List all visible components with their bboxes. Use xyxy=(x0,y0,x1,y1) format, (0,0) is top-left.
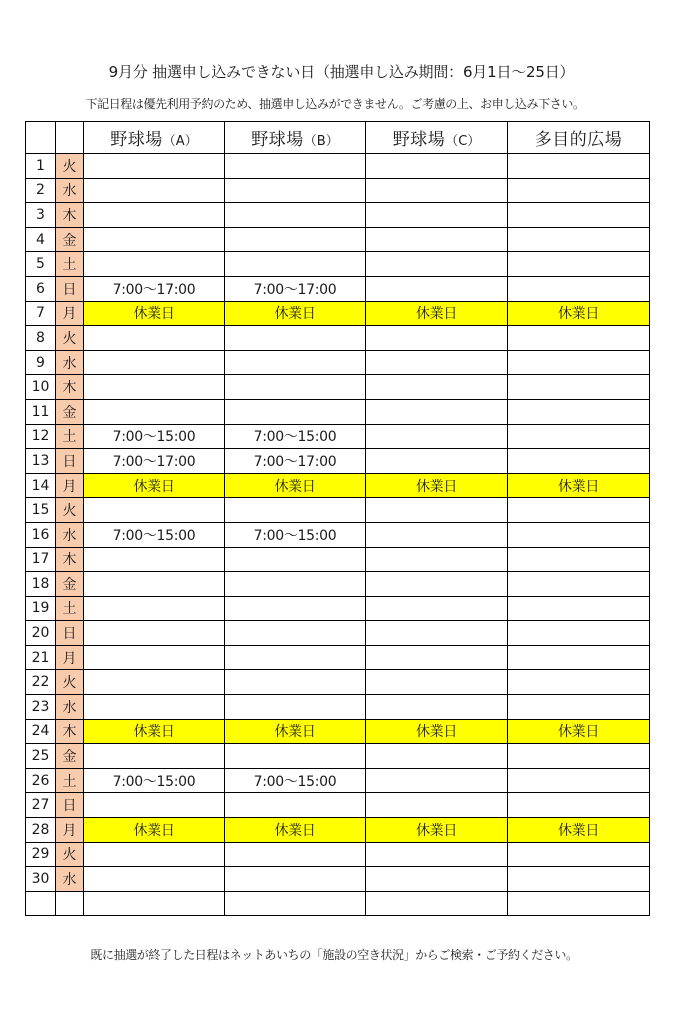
cell-multipurpose-field xyxy=(508,695,650,720)
cell-baseball-b xyxy=(225,227,366,252)
cell-baseball-a xyxy=(84,154,225,179)
day-number: 19 xyxy=(26,596,56,621)
cell-baseball-a xyxy=(84,227,225,252)
cell-baseball-c xyxy=(366,744,508,769)
cell-baseball-c xyxy=(366,203,508,228)
cell-multipurpose-field xyxy=(508,744,650,769)
cell-baseball-a: 7:00～15:00 xyxy=(84,522,225,547)
day-number: 24 xyxy=(26,719,56,744)
weekday xyxy=(56,891,84,916)
cell-baseball-c xyxy=(366,793,508,818)
weekday: 水 xyxy=(56,695,84,720)
cell-baseball-a: 7:00～17:00 xyxy=(84,449,225,474)
day-number: 12 xyxy=(26,424,56,449)
cell-baseball-c: 休業日 xyxy=(366,473,508,498)
cell-baseball-c xyxy=(366,154,508,179)
day-number: 10 xyxy=(26,375,56,400)
cell-baseball-a xyxy=(84,375,225,400)
day-number: 6 xyxy=(26,276,56,301)
day-number: 18 xyxy=(26,572,56,597)
table-row xyxy=(26,326,650,351)
cell-baseball-a xyxy=(84,891,225,916)
weekday: 木 xyxy=(56,375,84,400)
cell-multipurpose-field xyxy=(508,424,650,449)
weekday: 火 xyxy=(56,842,84,867)
table-row xyxy=(26,154,650,179)
cell-baseball-a xyxy=(84,621,225,646)
table-row xyxy=(26,842,650,867)
cell-baseball-a: 7:00～15:00 xyxy=(84,424,225,449)
table-row xyxy=(26,621,650,646)
cell-baseball-c: 休業日 xyxy=(366,818,508,843)
weekday: 日 xyxy=(56,276,84,301)
cell-baseball-b: 7:00～15:00 xyxy=(225,424,366,449)
cell-baseball-c xyxy=(366,547,508,572)
weekday: 月 xyxy=(56,645,84,670)
cell-baseball-c xyxy=(366,670,508,695)
schedule-body xyxy=(26,154,650,916)
table-row xyxy=(26,301,650,326)
day-number: 26 xyxy=(26,768,56,793)
header-multipurpose-field: 多目的広場 xyxy=(508,122,650,154)
weekday: 火 xyxy=(56,326,84,351)
day-number: 1 xyxy=(26,154,56,179)
cell-baseball-b: 休業日 xyxy=(225,818,366,843)
cell-multipurpose-field xyxy=(508,522,650,547)
cell-baseball-a xyxy=(84,645,225,670)
cell-multipurpose-field: 休業日 xyxy=(508,473,650,498)
cell-baseball-c xyxy=(366,227,508,252)
weekday: 月 xyxy=(56,301,84,326)
cell-baseball-b: 休業日 xyxy=(225,719,366,744)
header-weekday xyxy=(56,122,84,154)
cell-baseball-c xyxy=(366,326,508,351)
cell-baseball-b xyxy=(225,547,366,572)
cell-multipurpose-field xyxy=(508,449,650,474)
cell-multipurpose-field: 休業日 xyxy=(508,719,650,744)
day-number: 13 xyxy=(26,449,56,474)
cell-baseball-c xyxy=(366,645,508,670)
cell-multipurpose-field xyxy=(508,891,650,916)
table-row xyxy=(26,818,650,843)
cell-multipurpose-field: 休業日 xyxy=(508,301,650,326)
table-row xyxy=(26,645,650,670)
cell-baseball-c xyxy=(366,399,508,424)
weekday: 月 xyxy=(56,473,84,498)
day-number: 2 xyxy=(26,178,56,203)
cell-baseball-c xyxy=(366,178,508,203)
cell-baseball-b xyxy=(225,326,366,351)
table-row xyxy=(26,572,650,597)
table-row xyxy=(26,891,650,916)
table-row xyxy=(26,227,650,252)
day-number: 14 xyxy=(26,473,56,498)
cell-baseball-b: 休業日 xyxy=(225,473,366,498)
day-number: 20 xyxy=(26,621,56,646)
weekday: 水 xyxy=(56,350,84,375)
table-row xyxy=(26,203,650,228)
day-number: 23 xyxy=(26,695,56,720)
table-row xyxy=(26,596,650,621)
cell-baseball-b xyxy=(225,867,366,892)
weekday: 火 xyxy=(56,154,84,179)
cell-multipurpose-field xyxy=(508,842,650,867)
day-number: 17 xyxy=(26,547,56,572)
cell-baseball-c xyxy=(366,449,508,474)
day-number: 15 xyxy=(26,498,56,523)
cell-baseball-a xyxy=(84,399,225,424)
day-number: 27 xyxy=(26,793,56,818)
cell-baseball-a: 7:00～17:00 xyxy=(84,276,225,301)
table-row xyxy=(26,399,650,424)
footer-note: 既に抽選が終了した日程はネットあいちの「施設の空き状況」からご検索・ご予約ください。 xyxy=(90,948,578,962)
table-row xyxy=(26,473,650,498)
cell-baseball-a xyxy=(84,572,225,597)
table-row xyxy=(26,522,650,547)
cell-baseball-a xyxy=(84,203,225,228)
cell-baseball-b xyxy=(225,350,366,375)
cell-baseball-a xyxy=(84,350,225,375)
weekday: 日 xyxy=(56,449,84,474)
cell-baseball-c xyxy=(366,572,508,597)
cell-baseball-a xyxy=(84,596,225,621)
weekday: 月 xyxy=(56,818,84,843)
cell-baseball-a xyxy=(84,178,225,203)
cell-baseball-b xyxy=(225,596,366,621)
cell-multipurpose-field xyxy=(508,645,650,670)
cell-baseball-c xyxy=(366,424,508,449)
cell-baseball-b xyxy=(225,744,366,769)
cell-baseball-c xyxy=(366,498,508,523)
day-number: 11 xyxy=(26,399,56,424)
cell-baseball-b xyxy=(225,178,366,203)
weekday: 土 xyxy=(56,424,84,449)
cell-multipurpose-field xyxy=(508,227,650,252)
cell-baseball-c xyxy=(366,375,508,400)
weekday: 土 xyxy=(56,596,84,621)
cell-baseball-b xyxy=(225,154,366,179)
cell-baseball-a xyxy=(84,842,225,867)
cell-baseball-a xyxy=(84,498,225,523)
cell-multipurpose-field xyxy=(508,793,650,818)
day-number: 28 xyxy=(26,818,56,843)
table-row xyxy=(26,670,650,695)
cell-multipurpose-field xyxy=(508,350,650,375)
table-row xyxy=(26,424,650,449)
cell-multipurpose-field xyxy=(508,621,650,646)
cell-baseball-a: 休業日 xyxy=(84,818,225,843)
day-number: 25 xyxy=(26,744,56,769)
weekday: 土 xyxy=(56,252,84,277)
day-number: 22 xyxy=(26,670,56,695)
cell-multipurpose-field xyxy=(508,547,650,572)
cell-baseball-b xyxy=(225,891,366,916)
day-number: 4 xyxy=(26,227,56,252)
weekday: 木 xyxy=(56,203,84,228)
cell-multipurpose-field xyxy=(508,498,650,523)
cell-baseball-b: 7:00～15:00 xyxy=(225,768,366,793)
cell-multipurpose-field xyxy=(508,252,650,277)
cell-baseball-b xyxy=(225,399,366,424)
cell-multipurpose-field xyxy=(508,670,650,695)
cell-baseball-b xyxy=(225,670,366,695)
table-row xyxy=(26,498,650,523)
cell-baseball-a xyxy=(84,670,225,695)
table-row xyxy=(26,793,650,818)
cell-baseball-c xyxy=(366,252,508,277)
cell-baseball-b xyxy=(225,695,366,720)
schedule-table xyxy=(25,121,650,916)
cell-baseball-b: 7:00～17:00 xyxy=(225,449,366,474)
table-row xyxy=(26,276,650,301)
cell-multipurpose-field: 休業日 xyxy=(508,818,650,843)
cell-baseball-a xyxy=(84,326,225,351)
cell-baseball-c xyxy=(366,276,508,301)
weekday: 日 xyxy=(56,621,84,646)
cell-baseball-c: 休業日 xyxy=(366,719,508,744)
cell-baseball-c: 休業日 xyxy=(366,301,508,326)
day-number xyxy=(26,891,56,916)
table-row xyxy=(26,252,650,277)
table-row xyxy=(26,350,650,375)
weekday: 日 xyxy=(56,793,84,818)
cell-baseball-b xyxy=(225,842,366,867)
cell-baseball-c xyxy=(366,842,508,867)
cell-baseball-a xyxy=(84,252,225,277)
table-row xyxy=(26,867,650,892)
cell-baseball-b: 7:00～15:00 xyxy=(225,522,366,547)
header-baseball-b: 野球場（B） xyxy=(225,122,366,154)
day-number: 30 xyxy=(26,867,56,892)
cell-baseball-b: 休業日 xyxy=(225,301,366,326)
cell-baseball-a xyxy=(84,744,225,769)
header-day-number xyxy=(26,122,56,154)
cell-multipurpose-field xyxy=(508,572,650,597)
cell-multipurpose-field xyxy=(508,276,650,301)
cell-multipurpose-field xyxy=(508,375,650,400)
cell-baseball-b xyxy=(225,375,366,400)
day-number: 29 xyxy=(26,842,56,867)
cell-multipurpose-field xyxy=(508,154,650,179)
cell-baseball-b xyxy=(225,252,366,277)
cell-baseball-a: 休業日 xyxy=(84,473,225,498)
cell-baseball-a xyxy=(84,793,225,818)
weekday: 金 xyxy=(56,572,84,597)
table-row xyxy=(26,768,650,793)
cell-baseball-c xyxy=(366,891,508,916)
table-row xyxy=(26,695,650,720)
cell-multipurpose-field xyxy=(508,867,650,892)
table-row xyxy=(26,449,650,474)
weekday: 金 xyxy=(56,399,84,424)
cell-baseball-a: 休業日 xyxy=(84,719,225,744)
weekday: 木 xyxy=(56,719,84,744)
weekday: 土 xyxy=(56,768,84,793)
table-row xyxy=(26,547,650,572)
notice-text: 下記日程は優先利用予約のため、抽選申し込みができません。ご考慮の上、お申し込み下さい。 xyxy=(85,97,585,111)
cell-baseball-c xyxy=(366,596,508,621)
header-baseball-a: 野球場（A） xyxy=(84,122,225,154)
cell-baseball-c xyxy=(366,350,508,375)
day-number: 8 xyxy=(26,326,56,351)
cell-baseball-b xyxy=(225,498,366,523)
cell-multipurpose-field xyxy=(508,596,650,621)
cell-baseball-b xyxy=(225,645,366,670)
weekday: 水 xyxy=(56,522,84,547)
weekday: 金 xyxy=(56,227,84,252)
cell-baseball-b xyxy=(225,621,366,646)
day-number: 3 xyxy=(26,203,56,228)
table-row xyxy=(26,375,650,400)
cell-multipurpose-field xyxy=(508,326,650,351)
cell-baseball-a: 7:00～15:00 xyxy=(84,768,225,793)
cell-multipurpose-field xyxy=(508,203,650,228)
table-row xyxy=(26,178,650,203)
table-row xyxy=(26,744,650,769)
weekday: 水 xyxy=(56,178,84,203)
cell-baseball-a: 休業日 xyxy=(84,301,225,326)
cell-baseball-b: 7:00～17:00 xyxy=(225,276,366,301)
day-number: 9 xyxy=(26,350,56,375)
weekday: 木 xyxy=(56,547,84,572)
cell-baseball-b xyxy=(225,572,366,597)
weekday: 火 xyxy=(56,670,84,695)
cell-baseball-a xyxy=(84,867,225,892)
cell-baseball-a xyxy=(84,547,225,572)
day-number: 5 xyxy=(26,252,56,277)
cell-multipurpose-field xyxy=(508,768,650,793)
cell-baseball-b xyxy=(225,793,366,818)
cell-baseball-c xyxy=(366,768,508,793)
cell-baseball-c xyxy=(366,695,508,720)
weekday: 水 xyxy=(56,867,84,892)
header-baseball-c: 野球場（C） xyxy=(366,122,508,154)
weekday: 金 xyxy=(56,744,84,769)
cell-baseball-c xyxy=(366,867,508,892)
table-row xyxy=(26,719,650,744)
header-row xyxy=(26,122,650,154)
cell-multipurpose-field xyxy=(508,178,650,203)
cell-baseball-c xyxy=(366,621,508,646)
cell-baseball-c xyxy=(366,522,508,547)
page-title: 9月分 抽選申し込みできない日（抽選申し込み期間：6月1日～25日） xyxy=(108,63,575,81)
cell-baseball-b xyxy=(225,203,366,228)
day-number: 7 xyxy=(26,301,56,326)
weekday: 火 xyxy=(56,498,84,523)
cell-multipurpose-field xyxy=(508,399,650,424)
cell-baseball-a xyxy=(84,695,225,720)
day-number: 21 xyxy=(26,645,56,670)
day-number: 16 xyxy=(26,522,56,547)
